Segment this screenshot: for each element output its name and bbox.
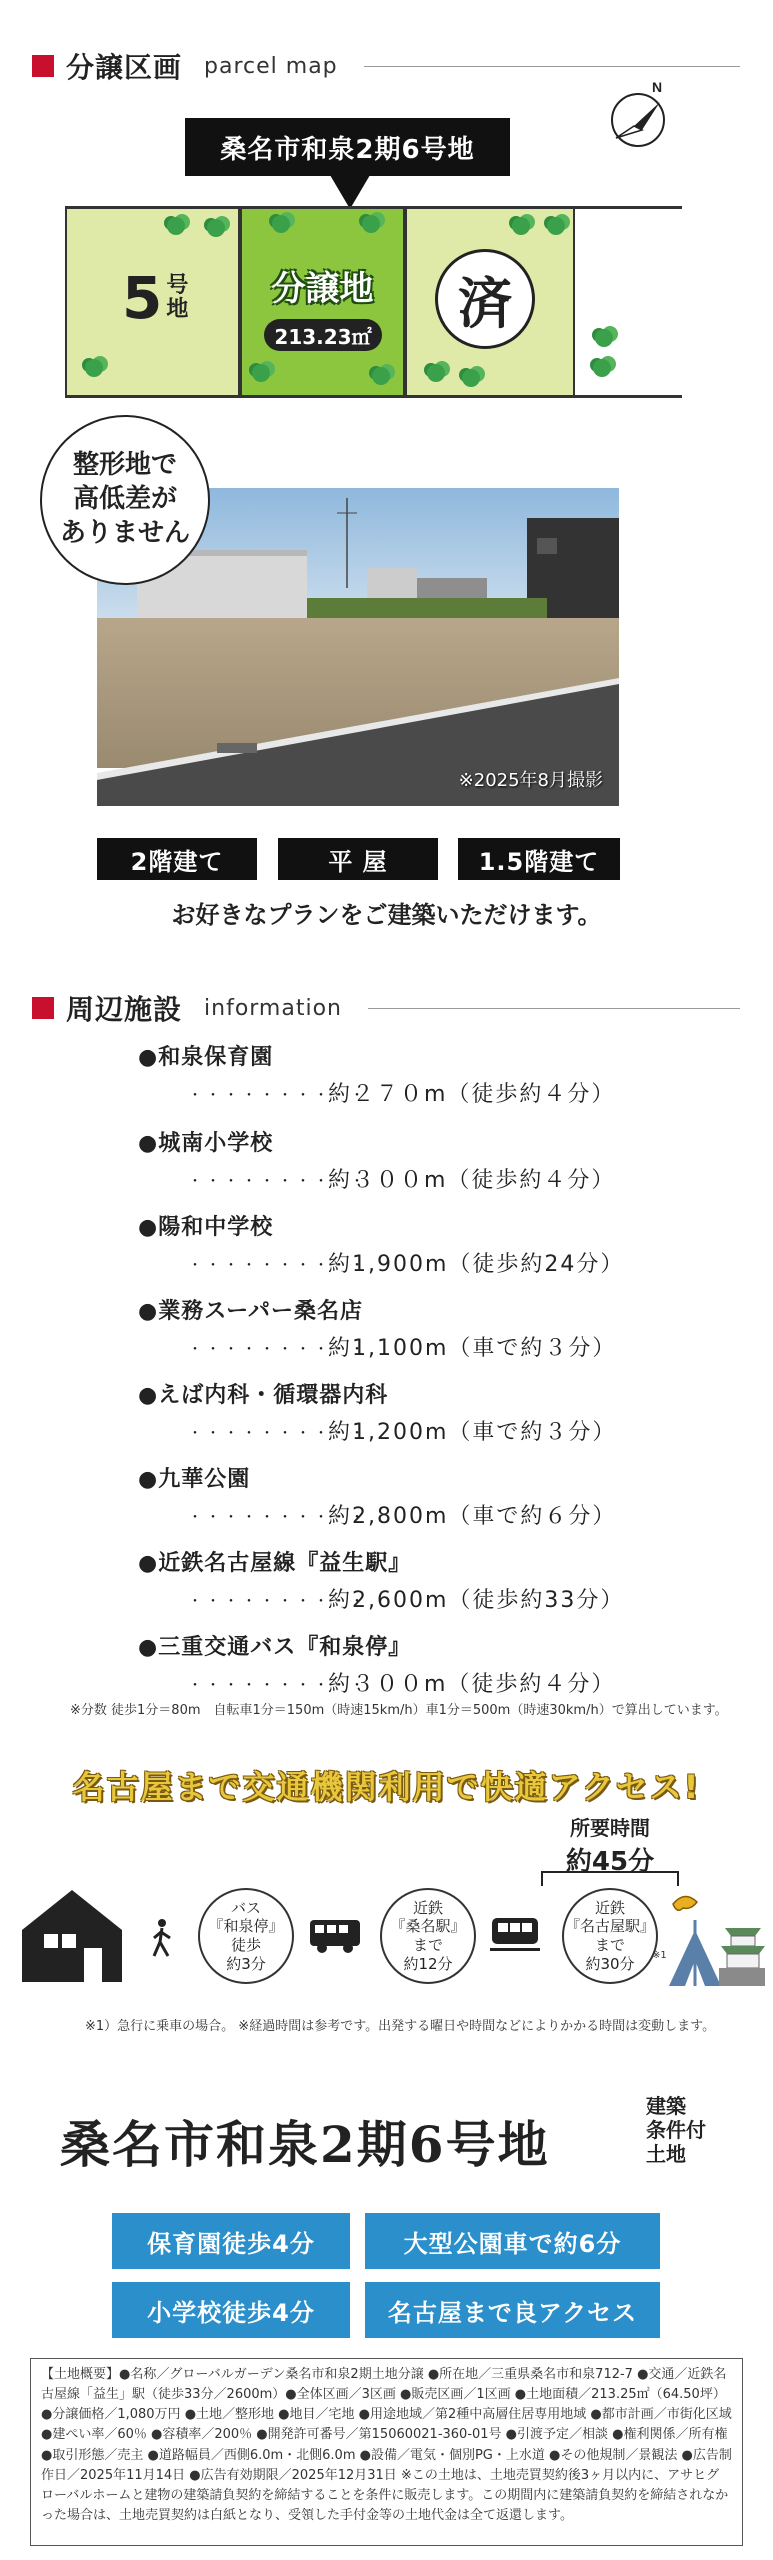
step-line: バス	[230, 1898, 261, 1917]
step-line: 徒歩	[230, 1936, 261, 1954]
lot-5-number: 5	[122, 264, 163, 332]
facility-distance-row	[138, 1163, 698, 1194]
facility-name: ●城南小学校	[138, 1131, 274, 1156]
facility-distance: 約1,100m（車で約３分）	[328, 1336, 617, 1361]
nagoya-castle-icon	[665, 1890, 765, 1990]
access-footnote: ※1）急行に乗車の場合。 ※経過時間は参考です。出発する曜日や時間などによりかかる時間は変動します。	[85, 2019, 716, 2034]
step-nagoya	[562, 1888, 658, 1984]
leader-dots: ・・・・・・・・・・	[188, 1678, 368, 1694]
parcel-title-en: parcel map	[204, 53, 338, 79]
tree-icon	[85, 359, 103, 377]
compass-icon	[608, 80, 670, 152]
lot-5	[65, 207, 240, 397]
facility-item	[138, 1294, 698, 1362]
tree-icon	[372, 367, 390, 385]
condition-line: 建築	[646, 2094, 686, 2118]
facility-name: ●九華公園	[138, 1467, 251, 1492]
facility-name: ●和泉保育園	[138, 1045, 274, 1070]
step-line: 近鉄	[412, 1898, 443, 1917]
access-headline: 名古屋まで交通機関利用で快適アクセス!	[72, 1768, 701, 1806]
facility-distance-row	[138, 1667, 698, 1698]
facility-distance: 約３００m（徒歩約４分）	[328, 1672, 616, 1697]
property-name: 桑名市和泉2期6号地	[60, 2115, 550, 2174]
tree-icon	[593, 359, 611, 377]
facility-name: ●陽和中学校	[138, 1215, 274, 1240]
leader-dots: ・・・・・・・・・・	[188, 1510, 368, 1526]
facility-item	[138, 1546, 698, 1614]
photo-caption: ※2025年8月撮影	[458, 770, 603, 791]
info-title-jp: 周辺施設	[66, 993, 183, 1026]
facility-item	[138, 1378, 698, 1446]
info-section-header	[32, 988, 740, 1028]
tree-icon	[512, 217, 530, 235]
tree-icon	[252, 364, 270, 382]
plan-message: お好きなプランをご建築いただけます。	[171, 901, 602, 929]
facility-name: ●えば内科・循環器内科	[138, 1383, 389, 1408]
info-title-en: information	[204, 995, 342, 1021]
facility-item	[138, 1462, 698, 1530]
facility-name: ●業務スーパー桑名店	[138, 1299, 363, 1324]
bubble-line-2: 高低差が	[72, 484, 177, 515]
compass-north-label: N	[652, 80, 663, 95]
facility-distance: 約2,800m（車で約６分）	[328, 1504, 617, 1529]
facility-distance-row	[138, 1247, 698, 1278]
condition-line: 土地	[646, 2142, 686, 2166]
required-time-value: 約45分	[565, 1847, 655, 1877]
site-label-pointer	[330, 175, 370, 209]
sold-badge: 済	[435, 249, 535, 349]
train-icon	[490, 1914, 540, 1954]
step-bus	[198, 1888, 294, 1984]
tree-icon	[547, 217, 565, 235]
step-kuwana	[380, 1888, 476, 1984]
bubble-line-1: 整形地で	[72, 450, 177, 481]
tag-two-story: 2階建て	[97, 838, 257, 880]
facility-distance-row	[138, 1499, 698, 1530]
facility-distance-row	[138, 1583, 698, 1614]
lot-7-sold	[405, 207, 575, 397]
step-line: 近鉄	[594, 1898, 625, 1917]
flat-land-bubble	[40, 415, 210, 585]
step-line: まで	[412, 1936, 443, 1954]
required-time	[540, 1812, 680, 1878]
required-time-label: 所要時間	[570, 1816, 650, 1840]
tree-icon	[272, 215, 290, 233]
tree-icon	[207, 219, 225, 237]
building-condition-label	[646, 2094, 706, 2166]
lot-6-label: 分譲地	[271, 269, 374, 309]
step-line: 『名古屋駅』	[564, 1917, 655, 1936]
tree-icon	[462, 369, 480, 387]
condition-line: 条件付	[646, 2118, 706, 2142]
leader-dots: ・・・・・・・・・・	[188, 1258, 368, 1274]
facility-distance: 約1,200m（車で約３分）	[328, 1420, 617, 1445]
tag-one-and-half-story: 1.5階建て	[458, 838, 620, 880]
red-square-icon	[32, 997, 54, 1019]
facility-item	[138, 1126, 698, 1194]
red-square-icon	[32, 55, 54, 77]
facility-distance: 約2,600m（徒歩約33分）	[328, 1588, 625, 1613]
feature-nagoya-access: 名古屋まで良アクセス	[365, 2282, 660, 2338]
facility-item	[138, 1630, 698, 1698]
leader-dots: ・・・・・・・・・・	[188, 1594, 368, 1610]
facility-name: ●近鉄名古屋線『益生駅』	[138, 1551, 412, 1576]
lot-5-label	[122, 264, 188, 332]
tree-icon	[427, 364, 445, 382]
parcel-title-jp: 分譲区画	[66, 51, 183, 84]
site-label: 桑名市和泉2期6号地	[185, 118, 510, 176]
lot-5-suffix-2: 地	[166, 297, 189, 322]
leader-dots: ・・・・・・・・・・	[188, 1426, 368, 1442]
required-time-bracket	[540, 1870, 680, 1886]
feature-nursery: 保育園徒歩4分	[112, 2213, 350, 2269]
facility-distance-row	[138, 1077, 698, 1108]
bus-icon	[310, 1918, 360, 1954]
tree-icon	[595, 329, 613, 347]
step-line: 約30分	[585, 1954, 635, 1973]
step-line: 約3分	[226, 1954, 266, 1973]
facility-distance-row	[138, 1415, 698, 1446]
walker-icon	[150, 1918, 174, 1958]
facility-name: ●三重交通バス『和泉停』	[138, 1635, 412, 1660]
facility-distance-row	[138, 1331, 698, 1362]
header-rule	[368, 1008, 740, 1009]
facility-item	[138, 1040, 698, 1108]
lot-5-suffix-1: 号	[166, 272, 189, 298]
header-rule	[364, 66, 740, 67]
tree-icon	[167, 217, 185, 235]
lot-5-suffix	[166, 274, 188, 322]
facility-distance: 約３００m（徒歩約４分）	[328, 1168, 616, 1193]
step-note-mark: ※1	[652, 1950, 667, 1961]
tag-single-story: 平 屋	[278, 838, 438, 880]
step-line: 『桑名駅』	[390, 1917, 466, 1936]
house-icon	[22, 1890, 122, 1982]
facility-distance: 約２７０m（徒歩約４分）	[328, 1082, 616, 1107]
feature-park: 大型公園車で約6分	[365, 2213, 660, 2269]
distance-footnote: ※分数 徒歩1分＝80m 自転車1分＝150m（時速15km/h）車1分＝500m（時速30km/h）で算出しています。	[70, 1703, 728, 1718]
land-overview: 【土地概要】●名称／グローバルガーデン桑名市和泉2期土地分譲 ●所在地／三重県桑名市和泉712-7 ●交通／近鉄名古屋線「益生」駅（徒歩33分／2600m）●全体区画／3区画 ●販売区画／1区画 ●土地面積／213.25㎡（64.50坪）●分譲価格／1,080万円 ●土地／整形地 ●地目／宅地 ●用途地域／第2種中高層住居専用地域 ●都市計画／市街化区域 ●建ぺい率／60％ ●容積率／200％ ●開発許可番号／第15060021-360-01号 ●引渡予定／相談 ●権利関係／所有権 ●取引形態／売主 ●道路幅員／西側6.0m・北側6.0m ●設備／電気・個別PG・上水道 ●その他規制／景観法 ●広告制作日／2025年11月14日 ●広告有効期限／2025年12月31日 ※この土地は、土地売買契約後3ヶ月以内に、アサヒグローバルホームと建物の建築請負契約を締結することを条件に販売します。この期間内に建築請負契約を締結されなかった場合は、土地売買契約は白紙となり、受領した手付金等の土地代金は全て返還します。	[30, 2358, 743, 2546]
lot-8	[575, 207, 682, 397]
tree-icon	[362, 215, 380, 233]
step-line: まで	[594, 1936, 625, 1954]
step-line: 約12分	[403, 1954, 453, 1973]
facility-item	[138, 1210, 698, 1278]
leader-dots: ・・・・・・・・・・	[188, 1342, 368, 1358]
lot-6-for-sale	[240, 207, 405, 397]
facility-distance: 約1,900m（徒歩約24分）	[328, 1252, 625, 1277]
leader-dots: ・・・・・・・・・・	[188, 1174, 368, 1190]
feature-school: 小学校徒歩4分	[112, 2282, 350, 2338]
bubble-line-3: ありません	[59, 517, 190, 548]
lot-6-area-badge: 213.23㎡	[264, 319, 382, 351]
step-line: 『和泉停』	[208, 1917, 284, 1936]
leader-dots: ・・・・・・・・・・	[188, 1088, 368, 1104]
